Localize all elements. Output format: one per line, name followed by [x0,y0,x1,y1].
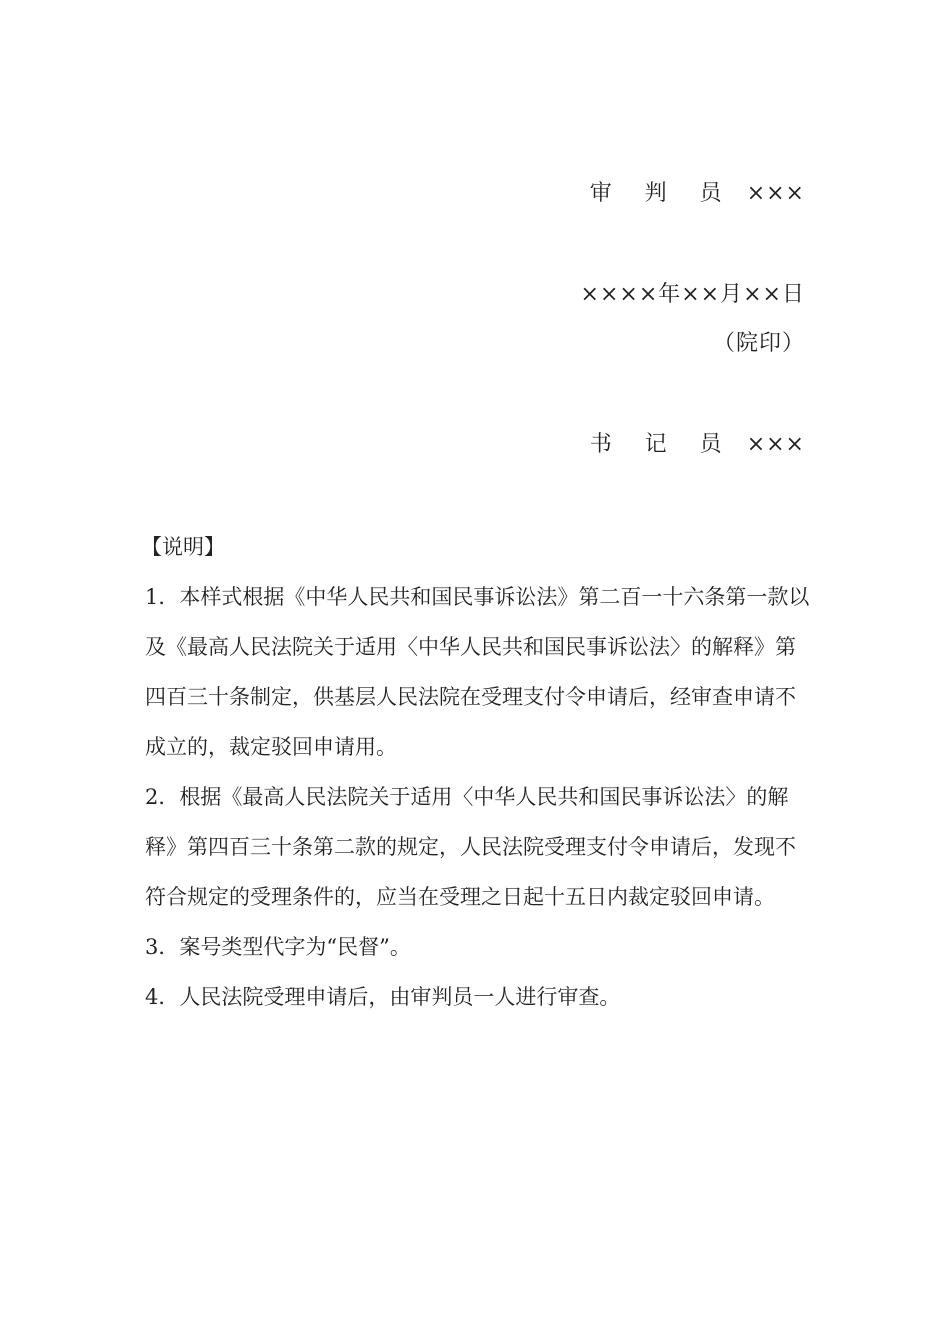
judge-label: 审 判 员 [589,181,735,206]
court-seal: （院印） [712,331,805,356]
note-item-1: 1．本样式根据《中华人民共和国民事诉讼法》第二百一十六条第一款以及《最高人民法院关于适用〈中华人民共和国民事诉讼法〉的解释》第四百三十条制定，供基层人民法院在受理支付令申请后，经审查申请不成立的，裁定驳回申请用。 [145,585,810,759]
clerk-signature [590,427,805,458]
clerk-label: 书 记 员 [589,432,735,457]
document-date: ××××年××月××日 [580,282,805,307]
notes-title: 【说明】 [141,535,225,559]
notes-section [141,522,810,1022]
note-item-4: 4．人民法院受理申请后，由审判员一人进行审查。 [145,985,621,1009]
judge-name: ××× [746,181,805,206]
note-item-3: 3．案号类型代字为“民督”。 [145,935,411,959]
judge-signature [590,176,805,207]
note-item-2: 2．根据《最高人民法院关于适用〈中华人民共和国民事诉讼法〉的解释》第四百三十条第二款的规定，人民法院受理支付令申请后，发现不符合规定的受理条件的，应当在受理之日起十五日内裁定驳回申请。 [145,785,796,909]
clerk-name: ××× [746,432,805,457]
